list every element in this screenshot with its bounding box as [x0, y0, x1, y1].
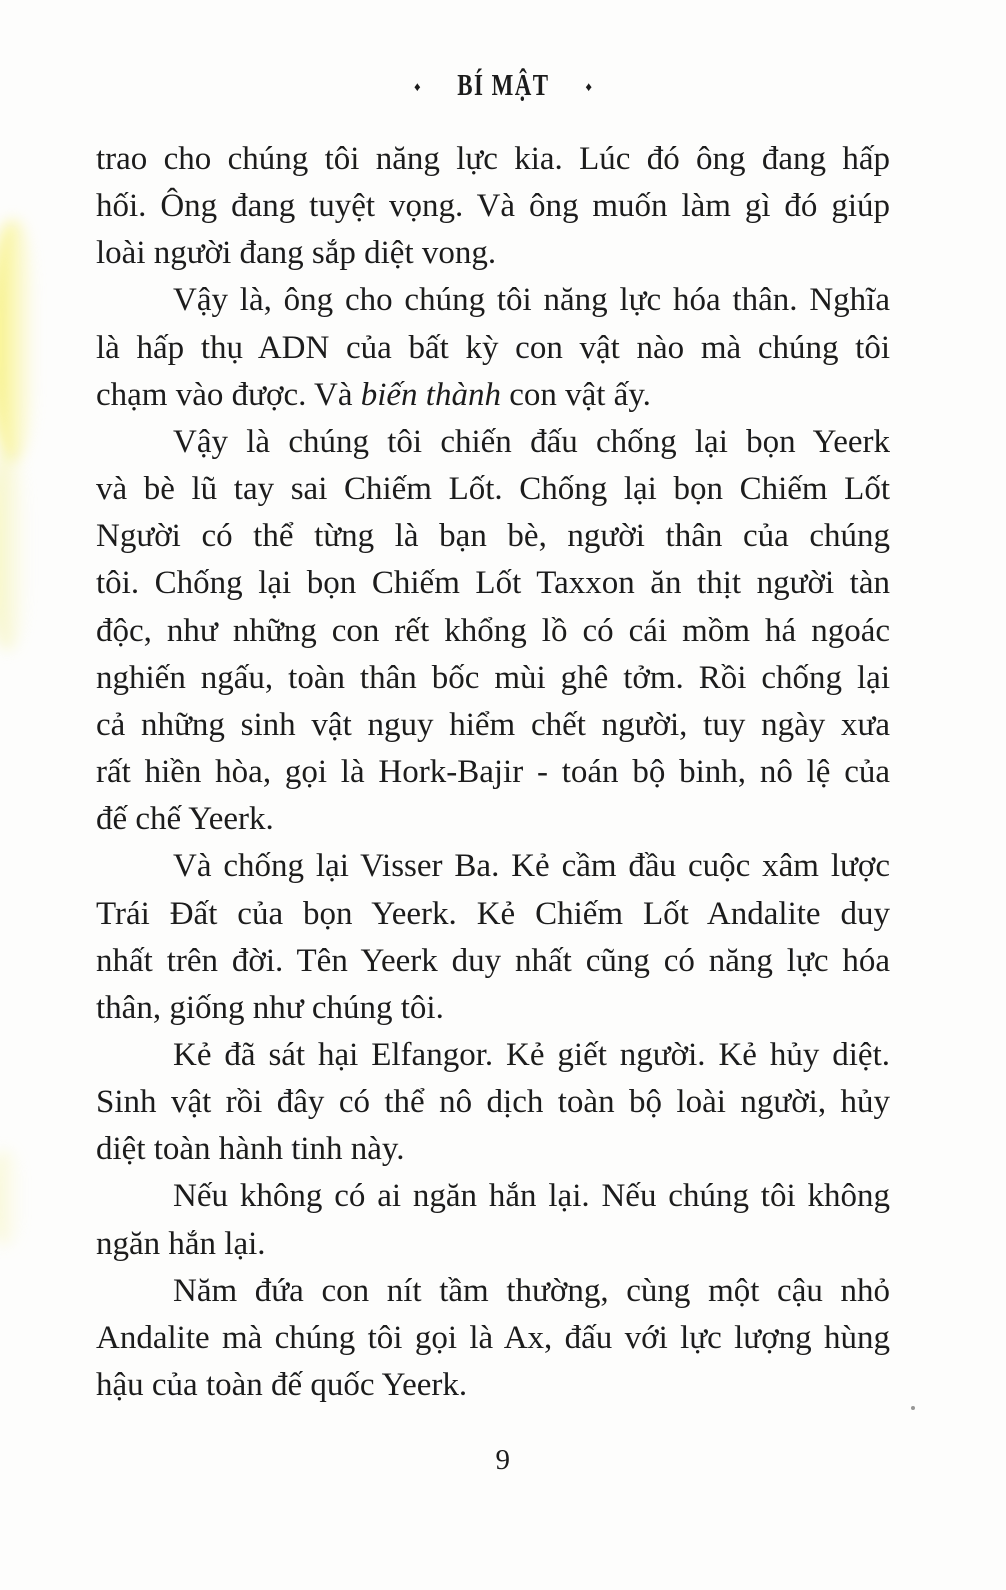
text-line — [96, 985, 890, 1032]
text-segment: diệt toàn hành tinh này. — [96, 1131, 405, 1168]
text-line — [96, 560, 890, 607]
text-line — [96, 1315, 890, 1362]
scan-smudge-bottom — [0, 1150, 22, 1245]
text-line — [96, 1362, 890, 1409]
text-segment: Trái Đất của bọn Yeerk. Kẻ Chiếm Lốt Andalite duy — [96, 895, 890, 932]
text-segment: Và chống lại Visser Ba. Kẻ cầm đầu cuộc xâm lược — [173, 848, 890, 885]
scan-speck — [911, 1406, 915, 1410]
text-line — [96, 608, 890, 655]
text-line — [96, 277, 890, 324]
scan-smudge-top — [0, 220, 36, 460]
text-segment: Vậy là chúng tôi chiến đấu chống lại bọn Yeerk — [173, 423, 890, 460]
text-segment: tôi. Chống lại bọn Chiếm Lốt Taxxon ăn thịt người tàn — [96, 565, 890, 602]
text-line — [96, 325, 890, 372]
text-segment: Nếu không có ai ngăn hắn lại. Nếu chúng tôi không — [173, 1178, 890, 1215]
text-segment: Năm đứa con nít tầm thường, cùng một cậu nhỏ — [173, 1272, 890, 1309]
text-line — [96, 1032, 890, 1079]
text-segment: rất hiền hòa, gọi là Hork-Bajir - toán bộ binh, nô lệ của — [96, 754, 890, 791]
text-line — [96, 1079, 890, 1126]
paragraph — [96, 1268, 890, 1409]
page-footer — [0, 1444, 1006, 1477]
diamond-bullet-right-icon: ♦ — [585, 79, 593, 95]
text-line — [96, 513, 890, 560]
text-segment: và bè lũ tay sai Chiếm Lốt. Chống lại bọn Chiếm Lốt — [96, 471, 890, 508]
text-line — [96, 183, 890, 230]
text-line — [96, 702, 890, 749]
text-line — [96, 938, 890, 985]
text-segment: độc, như những con rết khổng lồ có cái mồm há ngoác — [96, 612, 890, 649]
text-segment: cả những sinh vật nguy hiểm chết người, tuy ngày xưa — [96, 706, 890, 743]
body-text — [96, 136, 890, 1409]
text-line — [96, 749, 890, 796]
page-number: 9 — [495, 1444, 511, 1476]
paragraph — [96, 136, 890, 277]
text-segment: ngăn hắn lại. — [96, 1225, 266, 1262]
text-line — [96, 796, 890, 843]
text-segment: Người có thể từng là bạn bè, người thân của chúng — [96, 518, 890, 555]
chapter-title: BÍ MẬT — [456, 67, 550, 103]
text-line — [96, 372, 890, 419]
text-segment: con vật ấy. — [500, 376, 651, 413]
text-segment: Sinh vật rồi đây có thể nô dịch toàn bộ loài người, hủy — [96, 1084, 890, 1121]
text-line — [96, 419, 890, 466]
running-header — [0, 66, 1006, 104]
paragraph — [96, 277, 890, 418]
text-segment: nhất trên đời. Tên Yeerk duy nhất cũng có năng lực hóa — [96, 942, 890, 979]
text-segment: trao cho chúng tôi năng lực kia. Lúc đó ông đang hấp — [96, 141, 890, 177]
paragraph — [96, 1032, 890, 1173]
text-segment: là hấp thụ ADN của bất kỳ con vật nào mà chúng tôi — [96, 329, 890, 366]
text-line — [96, 843, 890, 890]
text-line — [96, 1126, 890, 1173]
paragraph — [96, 1173, 890, 1267]
text-line — [96, 655, 890, 702]
scan-smudge-middle — [0, 450, 28, 650]
paragraph — [96, 843, 890, 1032]
text-segment: nghiến ngấu, toàn thân bốc mùi ghê tởm. Rồi chống lại — [96, 659, 890, 696]
text-line — [96, 230, 890, 277]
text-segment: hối. Ông đang tuyệt vọng. Và ông muốn làm gì đó giúp — [96, 188, 890, 225]
text-line — [96, 466, 890, 513]
text-segment: đế chế Yeerk. — [96, 801, 274, 838]
text-line — [96, 1173, 890, 1220]
diamond-bullet-left-icon: ♦ — [413, 79, 421, 95]
italic-text: biến thành — [360, 376, 501, 413]
text-segment: loài người đang sắp diệt vong. — [96, 235, 497, 272]
text-segment: Vậy là, ông cho chúng tôi năng lực hóa thân. Nghĩa — [173, 282, 890, 319]
text-line — [96, 891, 890, 938]
text-line — [96, 136, 890, 183]
text-segment: Andalite mà chúng tôi gọi là Ax, đấu với lực lượng hùng — [96, 1319, 890, 1356]
text-segment: hậu của toàn đế quốc Yeerk. — [96, 1367, 468, 1404]
text-line — [96, 1221, 890, 1268]
text-segment: Kẻ đã sát hại Elfangor. Kẻ giết người. Kẻ hủy diệt. — [173, 1036, 890, 1073]
text-segment: chạm vào được. Và — [96, 376, 361, 413]
text-line — [96, 1268, 890, 1315]
paragraph — [96, 419, 890, 843]
text-segment: thân, giống như chúng tôi. — [96, 989, 444, 1026]
